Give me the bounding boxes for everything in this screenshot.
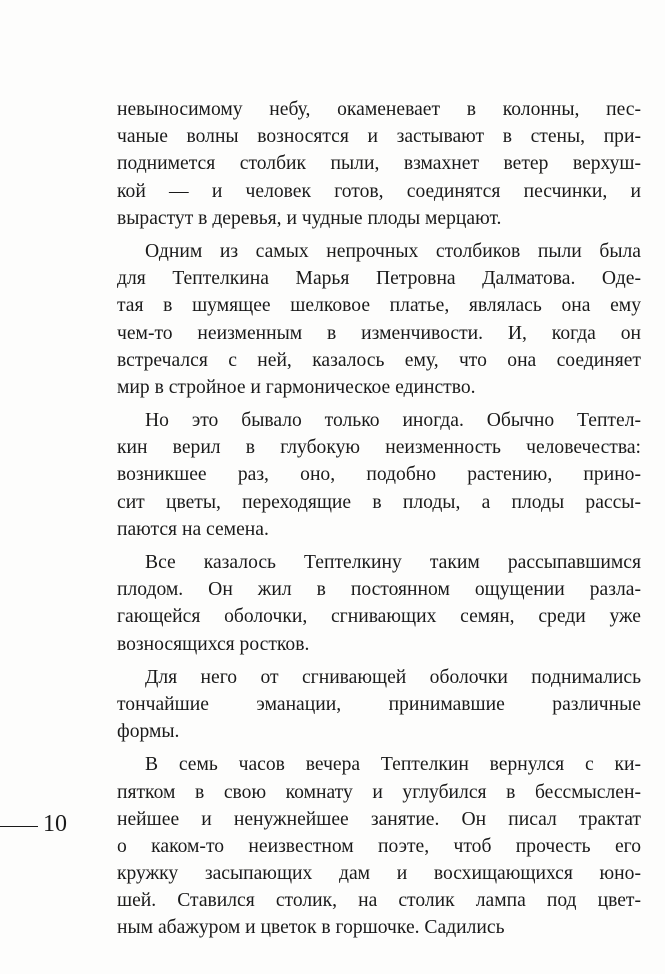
page-folio — [0, 809, 90, 839]
text-line: Но это бывало только иногда. Обычно Тептел- — [145, 410, 641, 432]
text-line: для Тептелкина Марья Петровна Далматова. Оде- — [117, 268, 641, 290]
text-line: паются на семена. — [117, 518, 269, 540]
text-line: о каком-то неизвестном поэте, чтоб прочесть его — [117, 835, 641, 857]
text-line: мир в стройное и гармоническое единство. — [117, 376, 476, 398]
text-line: ным абажуром и цветок в горшочке. Садились — [117, 917, 505, 939]
paragraph — [117, 549, 641, 658]
text-line: Все казалось Тептелкину таким рассыпавшимся — [145, 552, 641, 573]
text-line: вырастут в деревья, и чудные плоды мерцают. — [117, 207, 502, 229]
text-line: шей. Ставился столик, на столик лампа под цвет- — [117, 890, 641, 912]
text-line: чем-то неизменным в изменчивости. И, когда он — [117, 322, 641, 344]
text-line: пятком в свою комнату и углубился в бессмыслен- — [117, 781, 641, 803]
text-line: гающейся оболочки, сгнивающих семян, среди уже — [117, 606, 641, 628]
text-line: кой — и человек готов, соединятся песчинки, и — [117, 180, 641, 202]
text-line: плодом. Он жил в постоянном ощущении разла- — [117, 579, 641, 601]
folio-rule — [0, 826, 38, 827]
text-line: тая в шумящее шелковое платье, являлась она ему — [117, 295, 641, 317]
text-line: тончайшие эманации, принимавшие различные — [117, 693, 641, 715]
text-line: нейшее и ненужнейшее занятие. Он писал трактат — [117, 808, 641, 830]
text-line: возносящихся ростков. — [117, 633, 310, 655]
paragraph — [117, 664, 641, 746]
text-line: встречался с ней, казалось ему, что она соединяет — [117, 349, 641, 371]
paragraph — [117, 751, 641, 941]
paragraph — [117, 238, 641, 401]
text-line: поднимется столбик пыли, взмахнет ветер верхуш- — [117, 153, 641, 175]
text-line: кин верил в глубокую неизменность человечества: — [117, 437, 641, 459]
text-line: Одним из самых непрочных столбиков пыли была — [145, 240, 641, 262]
text-line: формы. — [117, 721, 180, 743]
text-line: В семь часов вечера Тептелкин вернулся с ки- — [145, 754, 641, 776]
text-line: невыносимому небу, окаменевает в колонны, пес- — [117, 99, 641, 120]
text-line: кружку засыпающих дам и восхищающихся юно- — [117, 863, 641, 885]
paragraph — [117, 96, 641, 232]
text-line: возникшее раз, оно, подобно растению, прино- — [117, 464, 641, 486]
page-number: 10 — [43, 811, 67, 837]
text-line: чаные волны возносятся и застывают в стены, при- — [117, 126, 641, 148]
body-text — [117, 96, 641, 942]
paragraph — [117, 407, 641, 543]
text-line: сит цветы, переходящие в плоды, а плоды рассы- — [117, 491, 641, 513]
text-line: Для него от сгнивающей оболочки поднимались — [145, 666, 641, 688]
